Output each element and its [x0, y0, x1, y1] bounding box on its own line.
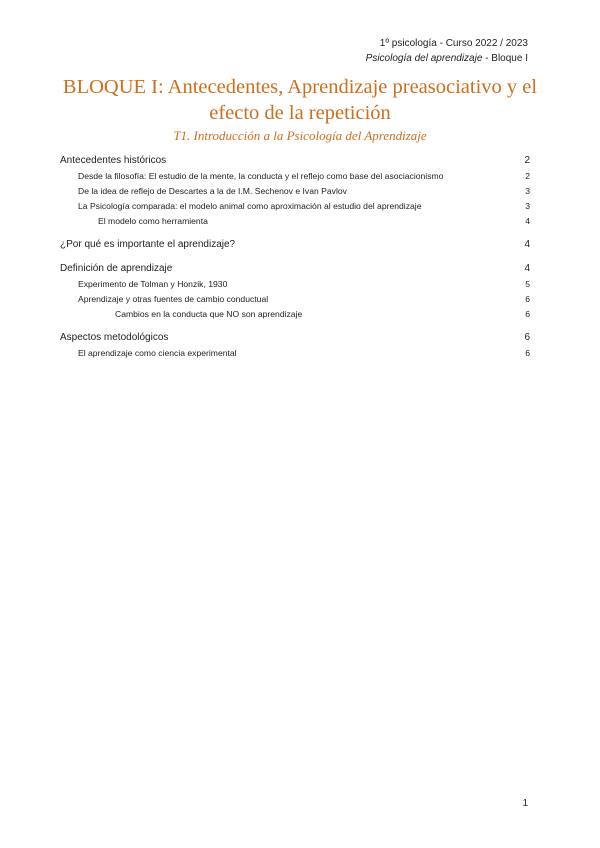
- toc-entry-text: Desde la filosofía: El estudio de la mente, la conducta y el reflejo como base del asociacionismo: [78, 171, 444, 181]
- toc-entry[interactable]: [60, 199, 530, 214]
- toc-entry-page: 4: [524, 239, 530, 250]
- toc-entry[interactable]: [60, 330, 530, 346]
- toc-entry[interactable]: [60, 153, 530, 169]
- toc-entry-page: 2: [524, 155, 530, 166]
- toc-entry-text: La Psicología comparada: el modelo animal como aproximación al estudio del aprendizaje: [78, 201, 422, 211]
- toc-entry[interactable]: [60, 237, 530, 253]
- toc-entry-text: ¿Por qué es importante el aprendizaje?: [60, 239, 236, 250]
- toc-entry-text: Antecedentes históricos: [60, 155, 167, 166]
- toc-entry-text: Cambios en la conducta que NO son aprendizaje: [115, 309, 303, 319]
- title-line-1: BLOQUE I: Antecedentes, Aprendizaje preasociativo y el: [62, 76, 538, 98]
- document-subtitle: T1. Introducción a la Psicología del Aprendizaje: [173, 128, 427, 143]
- subject-info: [366, 51, 528, 66]
- toc-entry-page: 4: [525, 216, 530, 226]
- toc-entry-text: El aprendizaje como ciencia experimental: [78, 348, 237, 358]
- course-info: 1º psicología - Curso 2022 / 2023: [379, 38, 528, 49]
- toc-entry[interactable]: [60, 346, 530, 361]
- toc-entry[interactable]: [60, 292, 530, 307]
- toc-entry[interactable]: [60, 277, 530, 292]
- toc-entry-page: 2: [525, 171, 530, 181]
- page-header: [366, 36, 528, 66]
- toc-entry-page: 6: [525, 348, 530, 358]
- title-line-2: efecto de la repetición: [209, 102, 391, 124]
- toc-entry-page: 5: [525, 279, 530, 289]
- toc-entry[interactable]: [60, 214, 530, 229]
- toc-entry-page: 3: [525, 186, 530, 196]
- toc-entry[interactable]: [60, 184, 530, 199]
- table-of-contents: [60, 153, 530, 361]
- toc-entry-text: Aprendizaje y otras fuentes de cambio conductual: [78, 294, 269, 304]
- page-number: 1: [522, 798, 528, 809]
- toc-entry[interactable]: [60, 261, 530, 277]
- toc-entry-text: Definición de aprendizaje: [60, 263, 173, 274]
- toc-entry-text: De la idea de reflejo de Descartes a la de I.M. Sechenov e Ivan Pavlov: [78, 186, 347, 196]
- toc-entry-text: Experimento de Tolman y Honzik, 1930: [78, 279, 228, 289]
- subject-name: Psicología del aprendizaje: [365, 53, 483, 64]
- toc-entry-page: 3: [525, 201, 530, 211]
- toc-entry-page: 4: [524, 263, 530, 274]
- block-label: - Bloque I: [482, 53, 528, 64]
- toc-entry-page: 6: [524, 332, 530, 343]
- toc-entry-page: 6: [525, 294, 530, 304]
- toc-entry-page: 6: [525, 309, 530, 319]
- document-title: [50, 74, 550, 126]
- toc-entry[interactable]: [60, 169, 530, 184]
- toc-entry[interactable]: [60, 307, 530, 322]
- toc-entry-text: Aspectos metodológicos: [60, 332, 169, 343]
- toc-entry-text: El modelo como herramienta: [98, 216, 208, 226]
